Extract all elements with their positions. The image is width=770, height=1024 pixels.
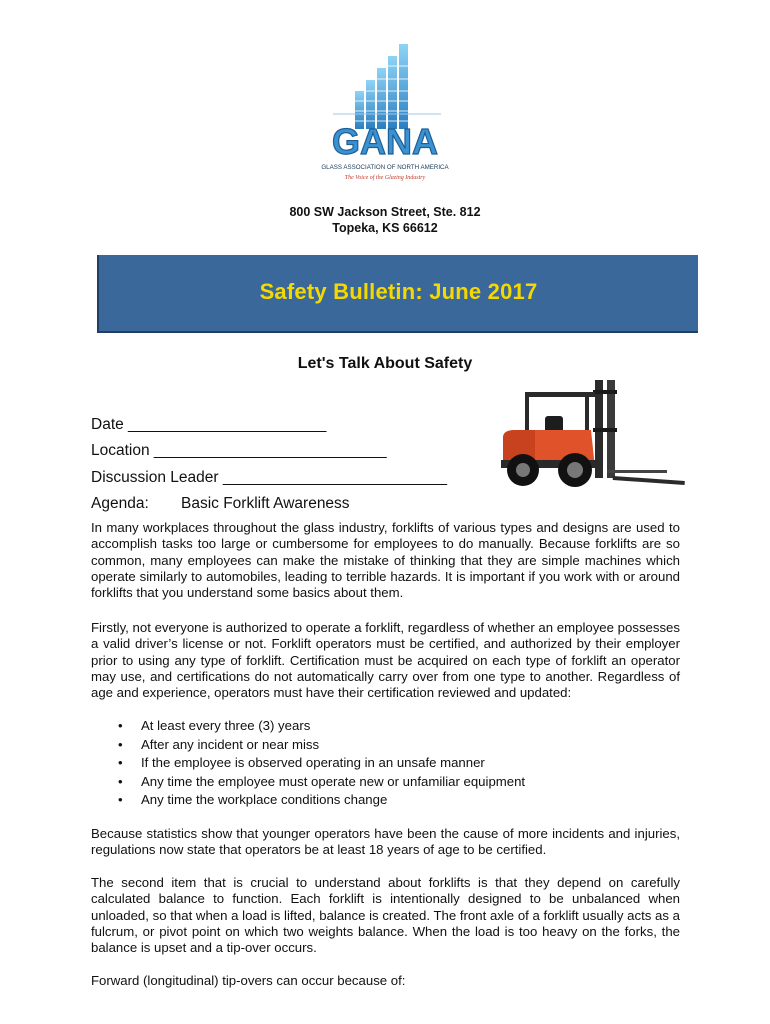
intro-paragraph: In many workplaces throughout the glass industry, forklifts of various types and designs are used to accomplish tasks too large or cumbersome for employees to do manually. Because forklifts are so common, many employees can make the mistake of thinking that they are simple machines which operate similarly to automobiles, leading to terrible hazards. It is important if you work with or around forklifts that you understand some basics about them. [91,520,680,601]
discussion-leader-field: Discussion Leader __________________________ [91,469,447,486]
forklift-image [495,378,687,493]
gana-logo [313,36,458,186]
list-item: • After any incident or near miss [91,736,525,755]
forklift-icon [495,378,687,493]
list-item: • Any time the workplace conditions change [91,791,525,810]
agenda-label: Agenda: [91,495,149,512]
bulletin-title: Safety Bulletin: June 2017 [259,279,538,304]
gana-skyline-icon [313,36,458,186]
bullet-icon: • [118,755,123,771]
page-subtitle: Let's Talk About Safety [297,355,473,372]
svg-text:GANA: GANA [332,121,438,162]
balance-paragraph: The second item that is crucial to understand about forklifts is that they depend on carefully calculated balance to function. Each forklift is intentionally designed to be unbalanced when unloaded, so that when a load is lifted, balance is created. The front axle of a forklift usually acts as a fulcrum, or pivot point on which two weights balance. When the load is too heavy on the forks, the balance is upset and a tip-over occurs. [91,875,680,956]
certification-paragraph: Firstly, not everyone is authorized to operate a forklift, regardless of whether an employee possesses a valid driver’s license or not. Forklift operators must be certified, and authorized by their employer prior to using any type of forklift. Certification must be acquired on each type of forklift an operator may use, and certifications do not automatically carry over from one type to another. Regardless of age and experience, operators must have their certification reviewed and updated: [91,620,680,701]
list-item: • Any time the employee must operate new or unfamiliar equipment [91,773,525,792]
bullet-icon: • [118,718,123,733]
age-paragraph: Because statistics show that younger operators have been the cause of more incidents and injuries, regulations now state that operators be at least 18 years of age to be certified. [91,826,680,858]
svg-text:The Voice of the Glazing Indus: The Voice of the Glazing Industry [344,175,426,181]
bullet-icon: • [118,792,123,808]
location-field: Location ___________________________ [91,442,387,459]
recertification-list [91,717,525,810]
list-item: • At least every three (3) years [91,717,525,736]
svg-text:GLASS ASSOCIATION OF NORTH AME: GLASS ASSOCIATION OF NORTH AMERICA [321,164,449,171]
date-field: Date _______________________ [91,416,327,433]
bulletin-banner [97,255,698,333]
bullet-icon: • [118,773,123,789]
bullet-icon: • [118,736,123,752]
list-item: • If the employee is observed operating in an unsafe manner [91,754,525,773]
tipover-paragraph: Forward (longitudinal) tip-overs can occur because of: [91,973,406,988]
agenda-value: Basic Forklift Awareness [181,495,350,512]
address-line-1: 800 SW Jackson Street, Ste. 812 [289,205,481,219]
address-line-2: Topeka, KS 66612 [332,221,438,235]
